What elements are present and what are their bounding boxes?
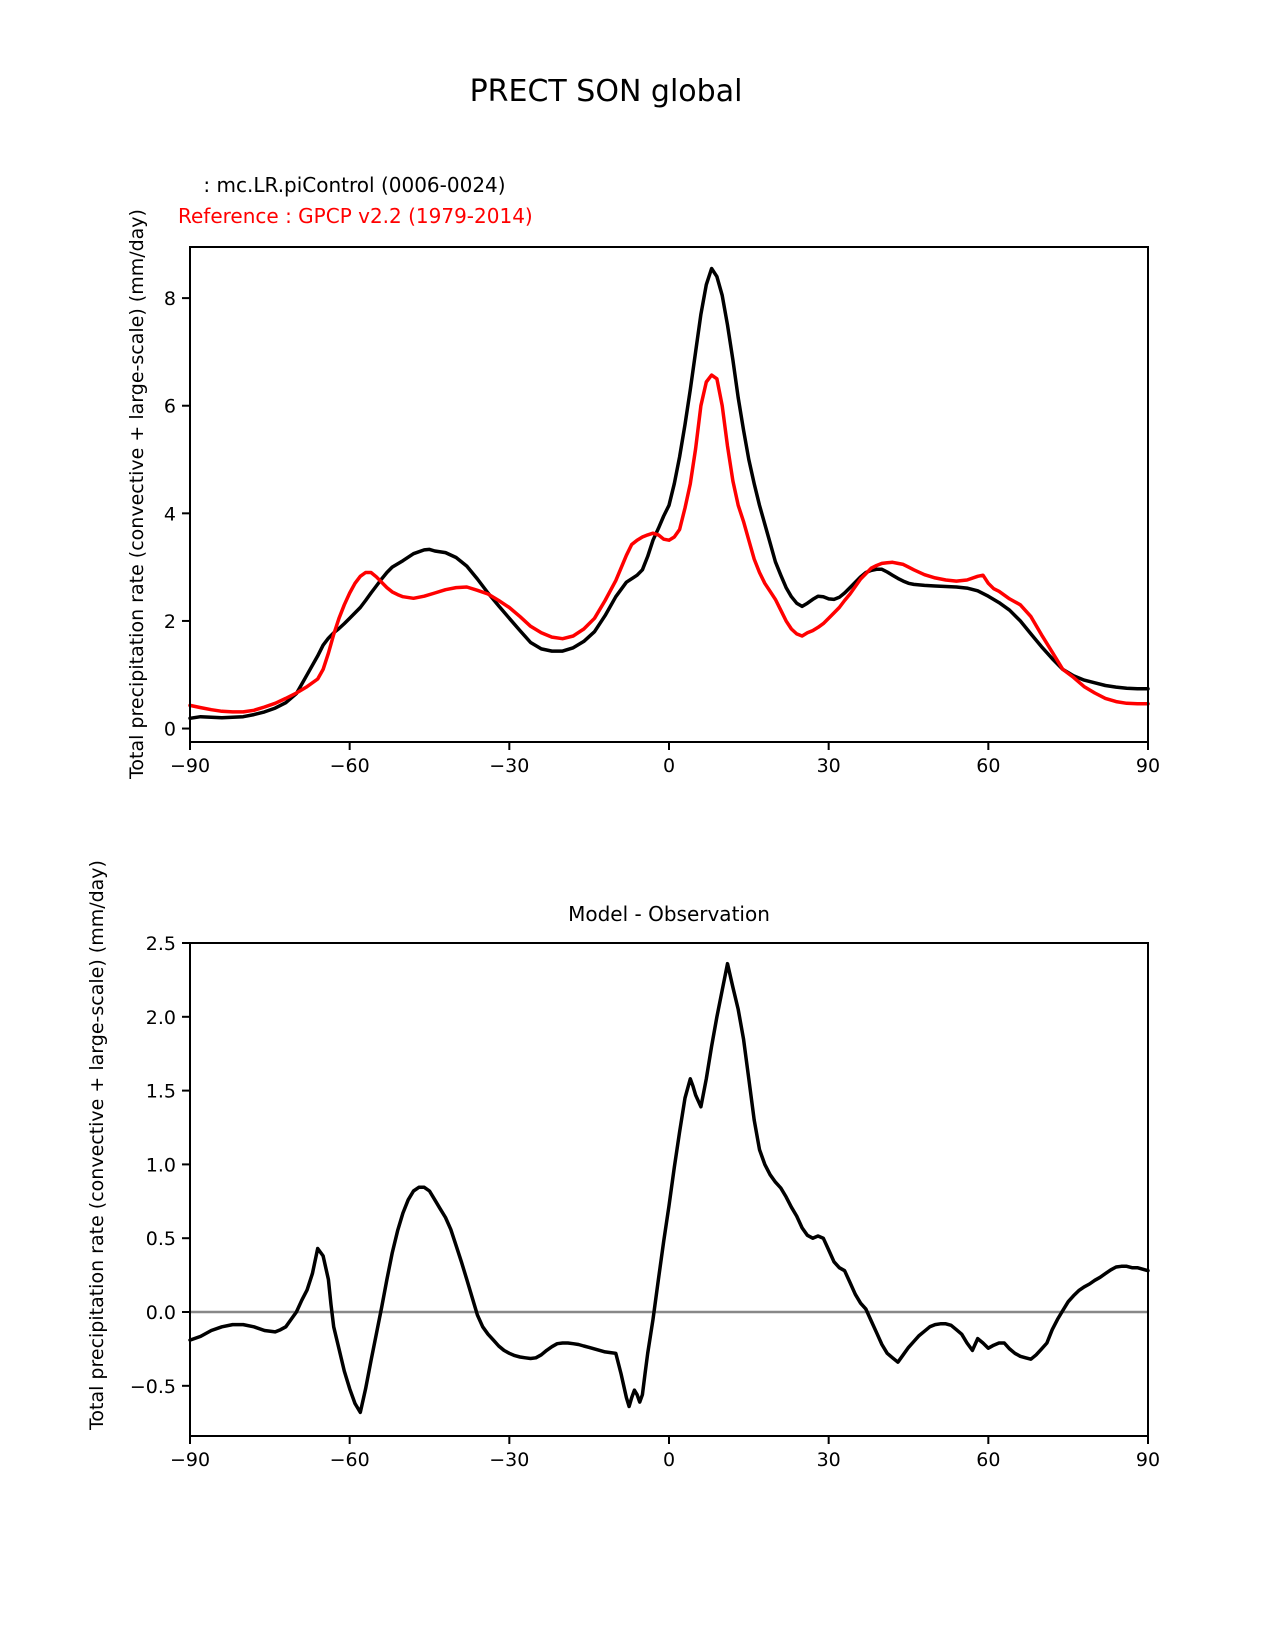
top-chart-y-tick-label: 8 xyxy=(163,288,176,311)
top-chart-x-tick-label: −60 xyxy=(329,755,370,777)
bottom-chart-y-tick-label: 1.5 xyxy=(145,1080,176,1103)
top-chart-y-tick-label: 2 xyxy=(163,610,176,633)
bottom-chart-x-tick-label: −30 xyxy=(489,1449,530,1471)
bottom-chart-y-tick-label: 2.5 xyxy=(145,933,176,955)
legend-reference-label: Reference : GPCP v2.2 (1979-2014) xyxy=(178,204,533,228)
bottom-chart-x-tick-label: 60 xyxy=(976,1449,1001,1471)
top-chart-y-tick-label: 4 xyxy=(163,503,176,526)
top-chart-y-tick-label: 6 xyxy=(163,395,176,418)
legend xyxy=(178,170,533,232)
bottom-chart-x-tick-label: −60 xyxy=(329,1449,370,1471)
top-chart-spines xyxy=(190,247,1148,742)
bottom-chart-title: Model - Observation xyxy=(568,902,770,926)
top-chart-x-tick-label: 30 xyxy=(816,755,841,777)
bottom-chart-y-tick-label: 1.0 xyxy=(145,1154,176,1177)
bottom-chart xyxy=(130,933,1160,1471)
top-chart-x-tick-label: 0 xyxy=(662,755,676,777)
bottom-chart-spines xyxy=(190,943,1148,1436)
bottom-chart-x-tick-label: −90 xyxy=(169,1449,211,1471)
top-chart-x-tick-label: 60 xyxy=(976,755,1001,777)
top-chart-y-tick-label: 0 xyxy=(163,718,176,741)
bottom-chart-x-tick-label: 90 xyxy=(1135,1449,1161,1471)
top-chart-line-reference xyxy=(190,375,1148,712)
top-chart xyxy=(164,247,1160,777)
top-chart-y-axis-label: Total precipitation rate (convective + large-scale) (mm/day) xyxy=(126,209,148,779)
top-chart-line-model xyxy=(190,269,1148,719)
bottom-chart-y-tick-label: 2.0 xyxy=(145,1006,176,1029)
top-chart-x-tick-label: 90 xyxy=(1135,755,1161,777)
bottom-chart-line-model-minus-observation xyxy=(190,964,1148,1413)
bottom-chart-x-tick-label: 30 xyxy=(816,1449,841,1471)
page-title: PRECT SON global xyxy=(469,74,743,109)
bottom-chart-x-tick-label: 0 xyxy=(662,1449,676,1471)
bottom-chart-y-tick-label: 0.5 xyxy=(145,1228,176,1251)
bottom-chart-y-tick-label: −0.5 xyxy=(129,1375,176,1398)
top-chart-x-tick-label: −30 xyxy=(489,755,530,777)
legend-model-label: : mc.LR.piControl (0006-0024) xyxy=(178,173,506,197)
bottom-chart-y-axis-label: Total precipitation rate (convective + large-scale) (mm/day) xyxy=(86,860,108,1430)
bottom-chart-y-tick-label: 0.0 xyxy=(145,1302,176,1325)
top-chart-x-tick-label: −90 xyxy=(169,755,211,777)
